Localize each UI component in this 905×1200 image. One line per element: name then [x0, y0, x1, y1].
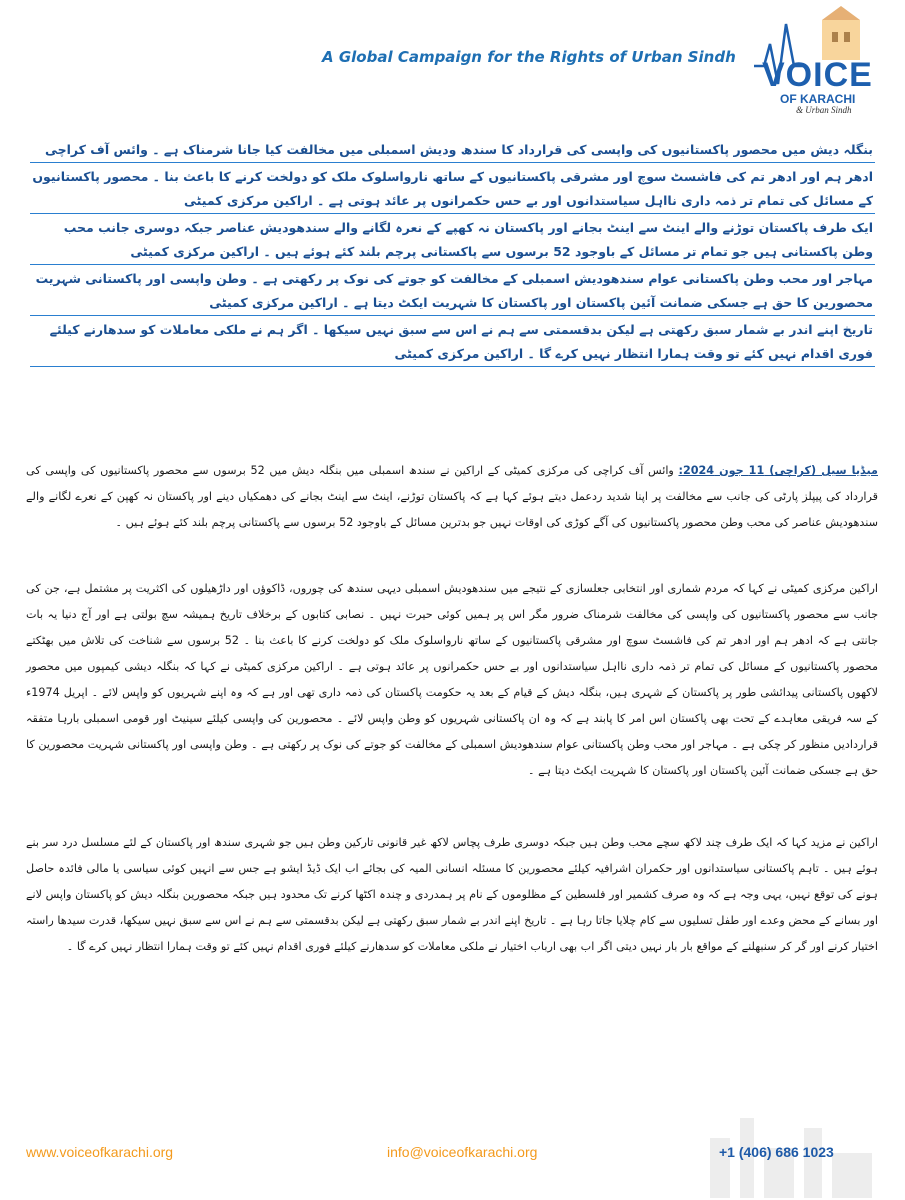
body-paragraph-2: اراکین مرکزی کمیٹی نے کہا کہ مردم شماری اور انتخابی جعلسازی کے نتیجے میں سندھودیش اسمبلی دیہی سندھ کی چوروں، ڈاکوؤں اور داڑھیلوں کی اکثریت پر مشتمل ہے، جن کی جانب سے محصور پاکستانیوں کی واپسی کی مخالفت شرمناک ضرور مگر اس پر ہمیں کوئی حیرت نہیں ۔ نصابی کتابوں کے برخلاف تاریخ ہمیشہ سچ بولتی ہے اور آج دنیا یہ بات جانتی ہے کہ ادھر ہم اور ادھر تم کی فاشسٹ سوچ اور مشرقی پاکستانیوں کے ساتھ نارواسلوک ملک کو دولخت کرنے کا باعث بنا ۔ 52 برسوں سے شناخت کی تلاش میں بھٹکتے محصور پاکستانیوں کے مسائل کی تمام تر ذمہ داری نااہل سیاستدانوں اور بے حس حکمرانوں پر عائد ہوتی ہے ۔ اراکین مرکزی کمیٹی نے کہا کہ بنگلہ دیشی کیمپوں میں محصور لاکھوں پاکستانی پیدائشی طور پر پاکستان کے شہری ہیں، بنگلہ دیش کے قیام کے بعد یہ حکومت پاکستان کی ذمہ داری تھی اور ہے کہ وہ اپنے شہریوں کو واپس لائے ۔ اپریل 1974ء کے سہ فریقی معاہدے کے تحت بھی پاکستان اس امر کا پابند ہے کہ وہ ان پاکستانی شہریوں کو وطن واپس لائے ۔ محصورین کی واپسی کیلئے سینیٹ اور قومی اسمبلی بارہا متفقہ قراردادیں منظور کر چکی ہے ۔ مہاجر اور محب وطن پاکستانی عوام سندھودیش اسمبلی کے مخالفت کو جوتے کی نوک پر رکھتی ہے ۔ وطن واپسی اور پاکستانی شہریت محصورین کا حق ہے جسکی ضمانت آئین پاکستان اور پاکستان کا شہریت ایکٹ دیتا ہے ۔ [26, 582, 878, 777]
header-tagline: A Global Campaign for the Rights of Urban Sindh [322, 48, 736, 66]
dateline: میڈیا سیل (کراچی) 11 جون 2024: [678, 464, 878, 477]
footer-website-link[interactable]: www.voiceofkarachi.org [26, 1144, 174, 1160]
highlight-line: مہاجر اور محب وطن پاکستانی عوام سندھودیش اسمبلی کے مخالفت کو جوتے کی نوک پر رکھتی ہے ۔ وطن واپسی اور پاکستانی شہریت محصورین کا حق ہے جسکی ضمانت آئین پاکستان اور پاکستان کا شہریت ایکٹ دیتا ہے ۔ اراکین مرکزی کمیٹی [30, 267, 875, 316]
highlight-line: تاریخ اپنے اندر بے شمار سبق رکھتی ہے لیکن بدقسمتی سے ہم نے اس سے سبق نہیں سیکھا ۔ اگر ہم نے ملکی معاملات کو سدھارنے کیلئے فوری اقدام نہیں کئے تو وقت ہمارا انتظار نہیں کرے گا ۔ اراکین مرکزی کمیٹی [30, 318, 875, 367]
highlight-line: ادھر ہم اور ادھر تم کی فاشسٹ سوچ اور مشرقی پاکستانیوں کے ساتھ نارواسلوک ملک کو دولخت کرنے کا باعث بنا ۔ محصور پاکستانیوں کے مسائل کی تمام تر ذمہ داری نااہل سیاستدانوں اور بے حس حکمرانوں پر عائد ہوتی ہے ۔ اراکین مرکزی کمیٹی [30, 165, 875, 214]
footer [0, 1108, 905, 1200]
logo-subtitle: OF KARACHI [780, 92, 856, 106]
body-paragraph-3: اراکین نے مزید کہا کہ ایک طرف چند لاکھ سچے محب وطن ہیں جبکہ دوسری طرف پچاس لاکھ غیر قانونی تارکین وطن ہیں جو شہری سندھ اور پاکستان کے لئے مسلسل درد سر بنے ہوئے ہیں ۔ تاہم پاکستانی سیاستدانوں اور حکمران اشرافیہ کیلئے محصورین کا مسئلہ انسانی المیہ کی بجائے اب ایک ڈیڈ ایشو ہے جس سے انہیں کوئی سیاسی یا مالی فائدہ حاصل ہونے کی توقع نہیں، یہی وجہ ہے کہ وہ صرف کشمیر اور فلسطین کے مظلوموں کے نام پر ہمدردی و چندہ اکٹھا کرنے تک محدود ہیں جبکہ محصورین بنگلہ دیش کو پاکستان واپس لانے اور بسانے کے محض وعدے اور طفل تسلیوں سے کام چلایا جاتا رہا ہے ۔ تاریخ اپنے اندر بے شمار سبق رکھتی ہے لیکن بدقسمتی سے ہم نے اس سے سبق نہیں سیکھا، قدرت سیدھا راستہ اختیار کرنے اور گر کر سنبھلنے کے مواقع بار بار نہیں دیتی اگر اب بھی ارباب اختیار نے ملکی معاملات کو سدھارنے کیلئے فوری اقدام نہیں کئے تو وقت ہمارا انتظار نہیں کرے گا ۔ [26, 836, 878, 953]
logo [752, 4, 872, 116]
footer-email-link[interactable]: info@voiceofkarachi.org [387, 1144, 538, 1160]
body-paragraph-1 [26, 458, 878, 536]
highlight-line: بنگلہ دیش میں محصور پاکستانیوں کی واپسی کی قرارداد کا سندھ ودیش اسمبلی میں مخالفت کیا جانا شرمناک ہے ۔ وائس آف کراچی [30, 138, 875, 163]
paragraph-text: وائس آف کراچی کی مرکزی کمیٹی کے اراکین نے سندھ اسمبلی میں بنگلہ دیش میں 52 برسوں سے محصور پاکستانیوں کی واپسی کی قرارداد کی پیپلز پارٹی کی جانب سے مخالفت پر اپنا شدید ردعمل دیتے ہوئے کہا ہے کہ پاکستان توڑنے، اینٹ سے اینٹ بجانے کی دھمکیاں دینے اور پاکستان نہ کھپن کے نعرے لگانے والے سندھودیش عناصر کی محب وطن محصور پاکستانیوں کی آگے کوڑی کی اوقات نہیں جو بدترین مسائل کے باوجود 52 برسوں سے پاکستانی پرچم بلند کئے ہوئے ہیں ۔ [26, 464, 878, 529]
logo-subtitle-2: & Urban Sindh [796, 105, 852, 115]
highlights-section [30, 138, 875, 367]
footer-phone: +1 (406) 686 1023 [719, 1144, 834, 1160]
highlight-line: ایک طرف پاکستان توڑنے والے اینٹ سے اینٹ بجانے اور پاکستان نہ کھپے کے نعرہ لگانے والے سندھودیش عناصر جبکہ دوسری جانب محب وطن پاکستانی ہیں جو تمام تر مسائل کے باوجود 52 برسوں سے پاکستانی پرچم بلند کئے ہوئے ہیں ۔ اراکین مرکزی کمیٹی [30, 216, 875, 265]
logo-title: VOICE [762, 56, 873, 94]
